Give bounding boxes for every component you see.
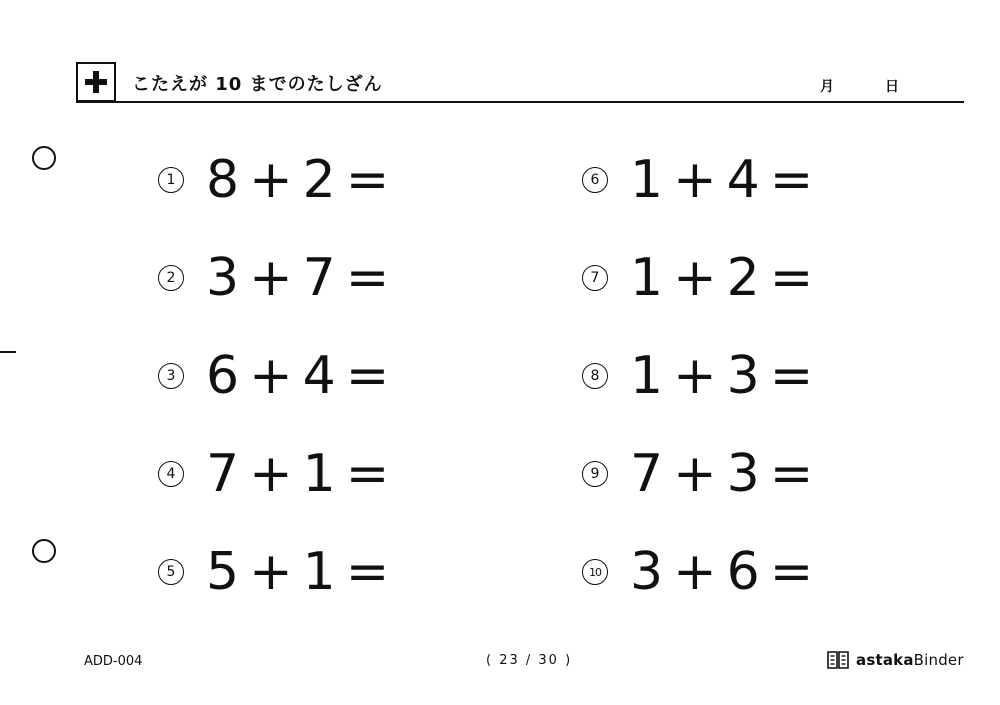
problem-number: 8: [582, 363, 608, 389]
problem-number: 9: [582, 461, 608, 487]
page-title: こたえが 10 までのたしざん: [132, 74, 383, 95]
problem-item: [158, 542, 399, 602]
problem-number: 4: [158, 461, 184, 487]
problem-number: 1: [158, 167, 184, 193]
month-label: 月: [820, 79, 834, 95]
problem-item: [582, 444, 823, 504]
problem-expression: 7 + 1 =: [206, 444, 390, 504]
plus-icon: [76, 62, 116, 102]
problem-item: [582, 346, 823, 406]
problem-number: 3: [158, 363, 184, 389]
problem-expression: 7 + 3 =: [630, 444, 814, 504]
problem-item: [158, 346, 399, 406]
problem-item: [582, 150, 823, 210]
problem-number: 5: [158, 559, 184, 585]
brand-name: astakaBinder: [856, 651, 964, 669]
problem-expression: 1 + 3 =: [630, 346, 814, 406]
problem-expression: 3 + 7 =: [206, 248, 390, 308]
problem-item: [582, 248, 823, 308]
problem-item: [158, 444, 399, 504]
book-icon: [826, 650, 850, 670]
problem-expression: 8 + 2 =: [206, 150, 390, 210]
header-divider: [76, 101, 964, 103]
problem-number: 6: [582, 167, 608, 193]
problem-expression: 3 + 6 =: [630, 542, 814, 602]
page-counter: ( 23 / 30 ): [486, 653, 573, 668]
center-tick-mark: [0, 351, 16, 353]
problem-expression: 1 + 2 =: [630, 248, 814, 308]
problem-item: [158, 248, 399, 308]
problem-number: 7: [582, 265, 608, 291]
binder-hole-icon: [32, 539, 56, 563]
worksheet-code: ADD-004: [84, 654, 143, 669]
day-label: 日: [885, 79, 899, 95]
binder-hole-icon: [32, 146, 56, 170]
problem-expression: 6 + 4 =: [206, 346, 390, 406]
problem-item: [582, 542, 823, 602]
problem-expression: 5 + 1 =: [206, 542, 390, 602]
brand-logo: [826, 650, 964, 670]
problem-number: 10: [582, 559, 608, 585]
problem-expression: 1 + 4 =: [630, 150, 814, 210]
problem-item: [158, 150, 399, 210]
problem-number: 2: [158, 265, 184, 291]
